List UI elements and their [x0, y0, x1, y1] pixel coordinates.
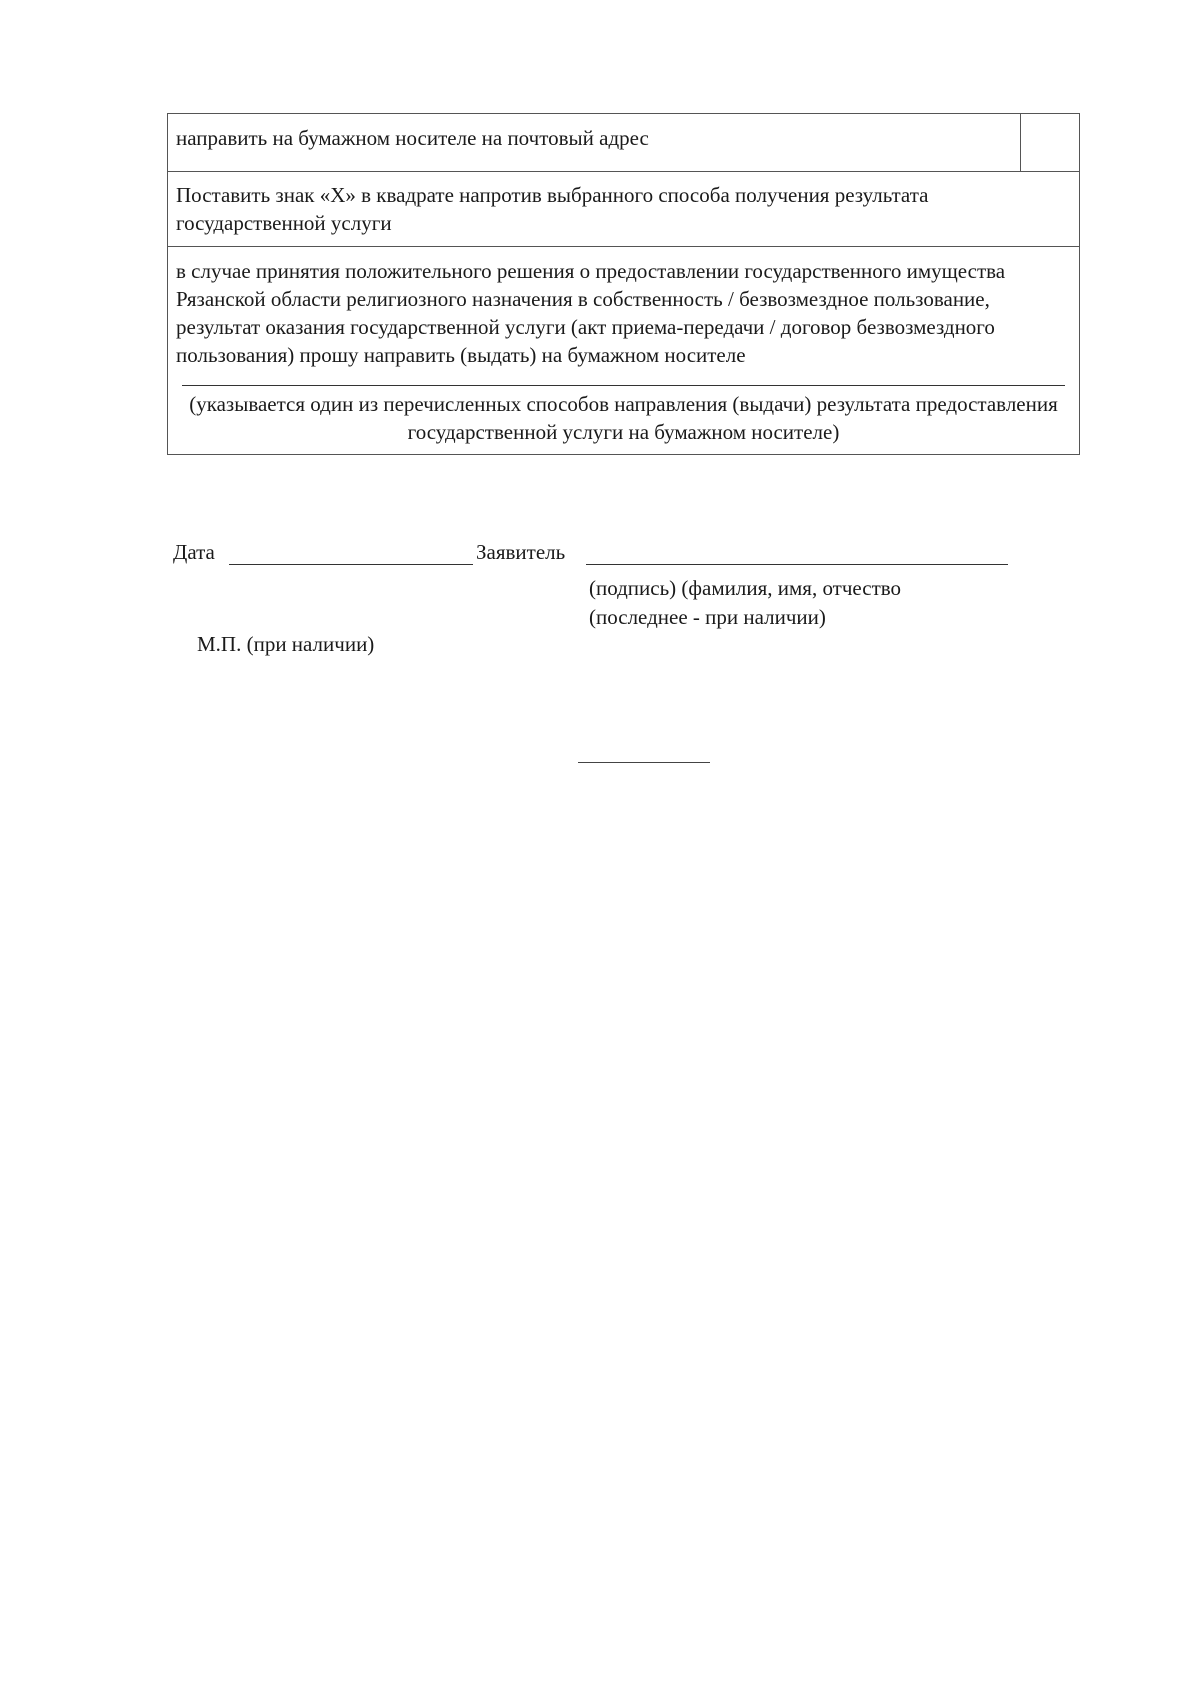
post-delivery-row — [168, 114, 1080, 172]
signature-caption — [589, 574, 901, 632]
result-delivery-table — [167, 113, 1080, 455]
paper-result-row — [168, 247, 1080, 455]
signature-block — [173, 540, 1073, 656]
paper-result-fill-line[interactable] — [182, 385, 1065, 386]
paper-result-hint: (указывается один из перечисленных способов направления (выдачи) результата предоставления государственной услуги на бумажном носителе) — [189, 392, 1058, 444]
date-field-line[interactable] — [229, 564, 473, 565]
signature-caption-line1: (подпись) (фамилия, имя, отчество — [589, 576, 902, 600]
signature-caption-line2: (последнее - при наличии) — [589, 605, 826, 629]
mark-instruction-row — [168, 172, 1080, 247]
applicant-field-line[interactable] — [586, 564, 1008, 565]
paper-result-text: в случае принятия положительного решения о предоставлении государственного имущества Рязанской области религиозного назначения в собственность / безвозмездное пользование, результат оказания государственной услуги (акт приема-передачи / договор безвозмездного пользования) прошу направить (выдать) на бумажном носителе — [176, 259, 1006, 367]
paper-result-cell — [168, 247, 1080, 455]
applicant-label: Заявитель — [476, 540, 566, 564]
date-label: Дата — [173, 540, 215, 564]
signature-row — [173, 540, 1073, 570]
end-of-document-line — [578, 762, 710, 763]
mark-instruction-text: Поставить знак «X» в квадрате напротив выбранного способа получения результата государственной услуги — [168, 172, 1080, 247]
post-delivery-checkbox[interactable] — [1021, 114, 1080, 172]
post-delivery-option: направить на бумажном носителе на почтовый адрес — [168, 114, 1021, 172]
stamp-label: М.П. (при наличии) — [197, 632, 375, 656]
